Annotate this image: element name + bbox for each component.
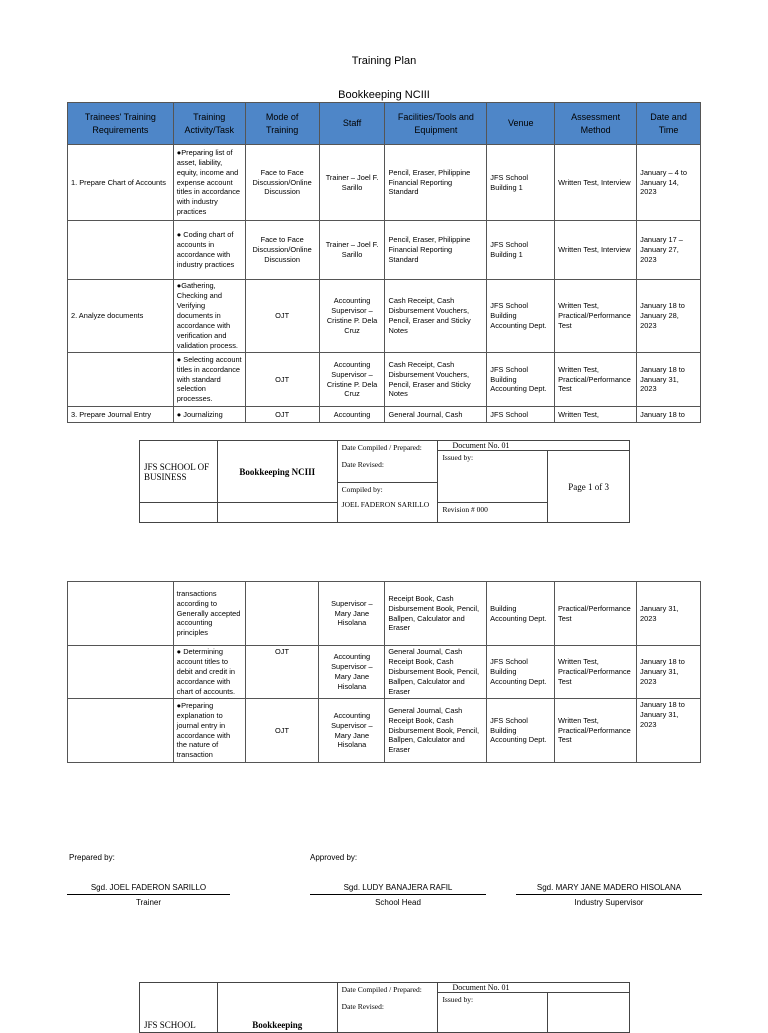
signature-role-trainer: Trainer (135, 898, 162, 907)
footer2-doc-no: Document No. 01 (438, 983, 630, 993)
table-cell: transactions according to Generally accepted accounting principles (173, 582, 245, 646)
signature-name-industry-supervisor: Sgd. MARY JANE MADERO HISOLANA (536, 883, 682, 892)
table-cell: Accounting Supervisor – Cristine P. Dela Cruz (319, 353, 385, 407)
table-row (68, 353, 701, 407)
table-cell: OJT (245, 407, 319, 423)
table-cell: Pencil, Eraser, Philippine Financial Reporting Standard (385, 145, 487, 221)
table-cell: JFS School Building Accounting Dept. (487, 646, 555, 699)
table-row (68, 582, 701, 646)
table-cell: OJT (245, 646, 319, 699)
table-cell: 1. Prepare Chart of Accounts (68, 145, 174, 221)
table-cell: Written Test, Practical/Performance Test (555, 699, 637, 763)
header-cell: Facilities/Tools and Equipment (385, 103, 487, 145)
footer2-empty (548, 993, 630, 1033)
table-cell: January 18 to January 31, 2023 (637, 699, 701, 763)
table-row (68, 699, 701, 763)
table-cell: ● Journalizing (173, 407, 245, 423)
signature-role-school-head: School Head (375, 898, 421, 907)
footer-doc-no: Document No. 01 (438, 441, 630, 451)
table-cell: JFS School Building Accounting Dept. (487, 353, 555, 407)
footer2-date-revised: Date Revised: (341, 1002, 384, 1011)
header-cell: Date and Time (637, 103, 701, 145)
header-cell: Staff (319, 103, 385, 145)
table-cell: January 17 – January 27, 2023 (637, 221, 701, 280)
page-subtitle: Bookkeeping NCIII (338, 89, 430, 101)
footer-date-revised: Date Revised: (341, 460, 384, 469)
footer-revision: Revision # 000 (438, 503, 548, 523)
header-cell: Trainees' Training Requirements (68, 103, 174, 145)
table-cell: General Journal, Cash Receipt Book, Cash Disbursement Book, Pencil, Ballpen, Calculator and Eraser (385, 646, 487, 699)
table-cell (68, 221, 174, 280)
table-cell: Accounting Supervisor – Mary Jane Hisolana (319, 646, 385, 699)
table-cell: General Journal, Cash Receipt Book, Cash Disbursement Book, Pencil, Ballpen, Calculator and Eraser (385, 699, 487, 763)
table-row (68, 280, 701, 353)
table-cell: ●Preparing explanation to journal entry in accordance with the nature of transaction (173, 699, 245, 763)
table-cell: Accounting Supervisor – Cristine P. Dela Cruz (319, 280, 385, 353)
table-cell (68, 353, 174, 407)
footer2-course: Bookkeeping (217, 983, 337, 1033)
table-cell: Written Test, (555, 407, 637, 423)
signature-line (310, 894, 486, 895)
table-cell: January 18 to January 31, 2023 (637, 353, 701, 407)
table-cell: Receipt Book, Cash Disbursement Book, Pencil, Ballpen, Calculator and Eraser (385, 582, 487, 646)
footer2-date-compiled: Date Compiled / Prepared: (341, 985, 422, 994)
table-cell: Written Test, Practical/Performance Test (555, 353, 637, 407)
table-cell: January – 4 to January 14, 2023 (637, 145, 701, 221)
table-row (68, 221, 701, 280)
table-cell: OJT (245, 353, 319, 407)
table-row (68, 145, 701, 221)
header-cell: Training Activity/Task (173, 103, 245, 145)
table-cell (68, 699, 174, 763)
signature-name-trainer: Sgd. JOEL FADERON SARILLO (90, 883, 207, 892)
training-plan-table-continued (67, 581, 701, 763)
table-cell: Accounting (319, 407, 385, 423)
table-cell: Building Accounting Dept. (487, 582, 555, 646)
footer-school: JFS SCHOOL OF BUSINESS (140, 441, 218, 503)
footer-empty (140, 503, 218, 523)
signature-line (67, 894, 230, 895)
header-cell: Venue (487, 103, 555, 145)
table-cell: Written Test, Practical/Performance Test (555, 280, 637, 353)
table-cell: January 31, 2023 (637, 582, 701, 646)
table-cell: 2. Analyze documents (68, 280, 174, 353)
table-cell: Cash Receipt, Cash Disbursement Vouchers, Pencil, Eraser and Sticky Notes (385, 353, 487, 407)
table-cell: JFS School Building 1 (487, 221, 555, 280)
footer2-issued-by: Issued by: (438, 993, 548, 1033)
table-cell: Practical/Performance Test (555, 582, 637, 646)
footer-issued-by: Issued by: (438, 451, 548, 503)
table-cell: January 18 to January 28, 2023 (637, 280, 701, 353)
table-cell: Written Test, Interview (555, 221, 637, 280)
table-cell: Cash Receipt, Cash Disbursement Vouchers, Pencil, Eraser and Sticky Notes (385, 280, 487, 353)
table-cell: ● Coding chart of accounts in accordance with industry practices (173, 221, 245, 280)
table-cell: Pencil, Eraser, Philippine Financial Reporting Standard (385, 221, 487, 280)
table-row (68, 646, 701, 699)
table-cell: ●Gathering, Checking and Verifying documents in accordance with verification and validation process. (173, 280, 245, 353)
footer-date-info (337, 441, 438, 483)
table-cell: ● Selecting account titles in accordance with standard selection processes. (173, 353, 245, 407)
table-cell: January 18 to (637, 407, 701, 423)
table-header-row (68, 103, 701, 145)
table-cell: JFS School Building Accounting Dept. (487, 280, 555, 353)
page-title: Training Plan (351, 55, 417, 67)
table-cell: Face to Face Discussion/Online Discussion (245, 221, 319, 280)
table-cell: OJT (245, 280, 319, 353)
table-cell: Face to Face Discussion/Online Discussion (245, 145, 319, 221)
table-cell: OJT (245, 699, 319, 763)
table-cell: JFS School Building 1 (487, 145, 555, 221)
footer-empty (217, 503, 337, 523)
footer-page: Page 1 of 3 (548, 451, 630, 523)
table-cell: 3. Prepare Journal Entry (68, 407, 174, 423)
footer-compiler: JOEL FADERON SARILLO (341, 500, 430, 509)
document-footer-2 (139, 982, 630, 1033)
signature-role-industry-supervisor: Industry Supervisor (574, 898, 644, 907)
table-cell: JFS School Building Accounting Dept. (487, 699, 555, 763)
table-cell: Supervisor – Mary Jane Hisolana (319, 582, 385, 646)
footer-compiled (337, 483, 438, 523)
footer2-school: JFS SCHOOL (140, 983, 218, 1033)
table-cell: Written Test, Interview (555, 145, 637, 221)
footer2-date-info (337, 983, 438, 1033)
header-cell: Assessment Method (555, 103, 637, 145)
signature-line (516, 894, 702, 895)
header-cell: Mode of Training (245, 103, 319, 145)
footer-course: Bookkeeping NCIII (217, 441, 337, 503)
approved-by-label: Approved by: (310, 853, 358, 862)
table-cell: ●Preparing list of asset, liability, equity, income and expense account titles in accordance with industry practices (173, 145, 245, 221)
table-cell (68, 646, 174, 699)
table-cell (245, 582, 319, 646)
table-cell: General Journal, Cash (385, 407, 487, 423)
footer-compiled-by: Compiled by: (341, 485, 383, 494)
table-cell: Accounting Supervisor – Mary Jane Hisolana (319, 699, 385, 763)
table-row (68, 407, 701, 423)
table-cell: JFS School (487, 407, 555, 423)
prepared-by-label: Prepared by: (69, 853, 115, 862)
table-cell: Trainer – Joel F. Sarillo (319, 221, 385, 280)
training-plan-table (67, 102, 701, 423)
table-cell: Written Test, Practical/Performance Test (555, 646, 637, 699)
table-cell (68, 582, 174, 646)
footer-date-compiled: Date Compiled / Prepared: (341, 443, 422, 452)
signature-name-school-head: Sgd. LUDY BANAJERA RAFIL (343, 883, 453, 892)
table-cell: Trainer – Joel F. Sarillo (319, 145, 385, 221)
document-footer (139, 440, 630, 523)
table-cell: January 18 to January 31, 2023 (637, 646, 701, 699)
table-cell: ● Determining account titles to debit and credit in accordance with chart of accounts. (173, 646, 245, 699)
